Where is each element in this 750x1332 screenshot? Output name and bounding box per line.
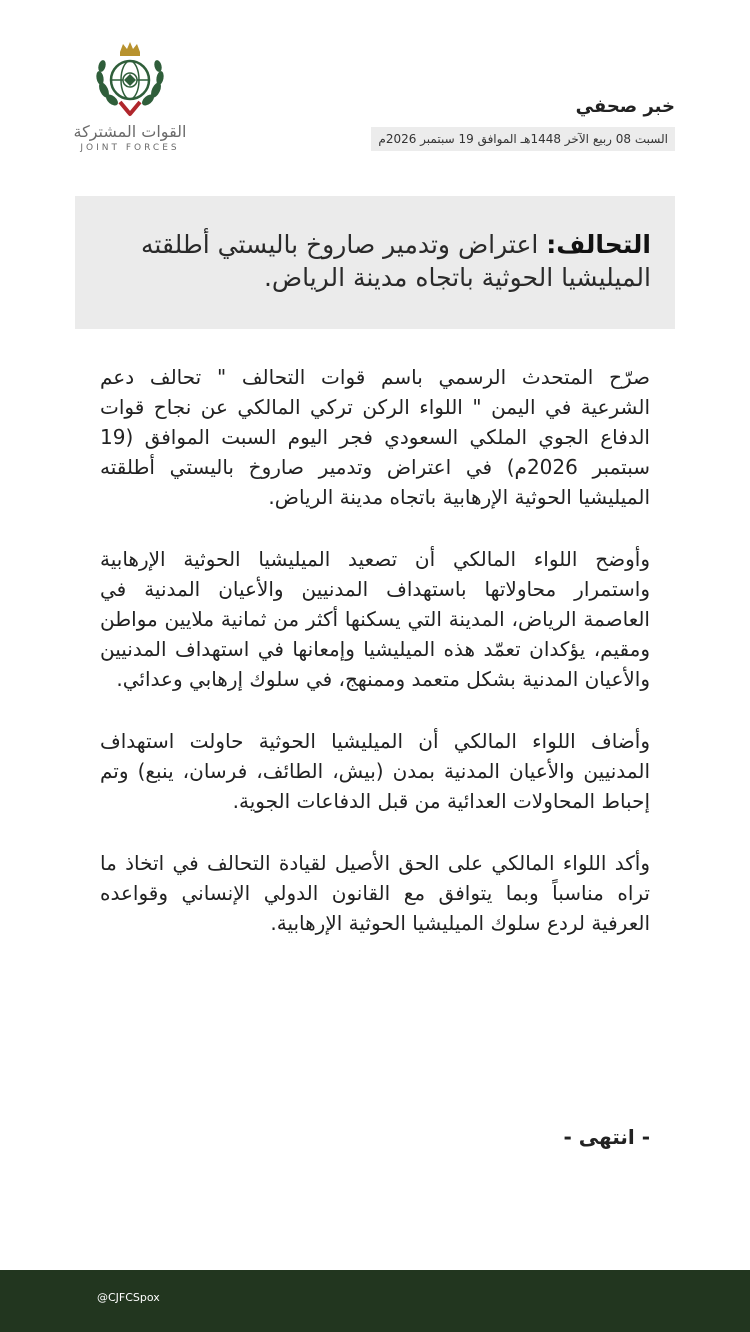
joint-forces-logo (70, 40, 190, 155)
logo-arabic-text: القوات المشتركة (73, 122, 187, 141)
body-paragraph: وأضاف اللواء المالكي أن الميليشيا الحوثية حاولت استهداف المدنيين والأعيان المدنية بمدن (بيش، الطائف، فرسان، ينبع) وتم إحباط المحاولات العدائية من قبل الدفاعات الجوية. (100, 729, 650, 813)
date-label: السبت 08 ربيع الآخر 1448هـ الموافق 19 سبتمبر 2026م (371, 127, 675, 151)
press-release-body (100, 362, 650, 970)
headline-prefix: التحالف: (546, 230, 651, 259)
logo-english-text: JOINT FORCES (80, 143, 180, 153)
social-handle[interactable]: @CJFCSpox (97, 1291, 160, 1304)
headline-box (75, 196, 675, 329)
body-paragraph: صرّح المتحدث الرسمي باسم قوات التحالف " تحالف دعم الشرعية في اليمن " اللواء الركن تركي المالكي عن نجاح قوات الدفاع الجوي الملكي السعودي فجر اليوم السبت الموافق (19 سبتمبر 2026م) في اعتراض وتدمير صاروخ باليستي أطلقته الميليشيا الحوثية الإرهابية باتجاه مدينة الرياض. (100, 365, 650, 509)
footer-bar (0, 1270, 750, 1332)
headline (99, 228, 651, 294)
joint-forces-emblem-icon (90, 40, 170, 122)
body-paragraph: وأوضح اللواء المالكي أن تصعيد الميليشيا الحوثية الإرهابية واستمرار محاولاتها باستهداف المدنيين والأعيان المدنية في العاصمة الرياض، المدينة التي يسكنها أكثر من ثمانية ملايين مواطن ومقيم، يؤكدان تعمّد هذه الميليشيا وإمعانها في استهداف المدنيين والأعيان المدنية بشكل متعمد وممنهج، في سلوك إرهابي وعدائي. (100, 547, 650, 691)
body-paragraph: وأكد اللواء المالكي على الحق الأصيل لقيادة التحالف في اتخاذ ما تراه مناسباً وبما يتوافق مع القانون الدولي الإنساني وقواعده العرفية لردع سلوك الميليشيا الحوثية الإرهابية. (100, 851, 650, 935)
news-type-label: خبر صحفي (575, 96, 675, 117)
headline-text: اعتراض وتدمير صاروخ باليستي أطلقته الميليشيا الحوثية باتجاه مدينة الرياض. (141, 230, 651, 292)
ending-mark: - انتهى - (563, 1125, 650, 1149)
